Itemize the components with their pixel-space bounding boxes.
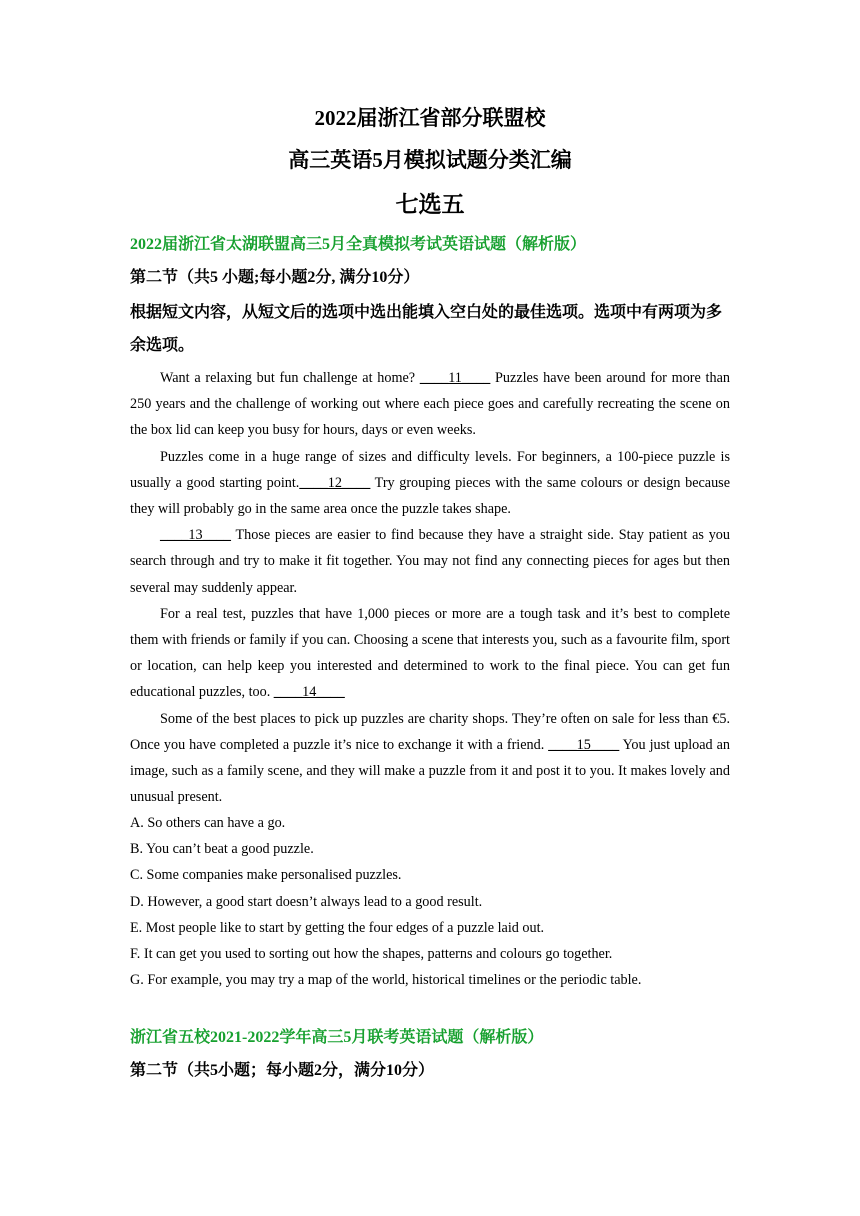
doc-title-line1: 2022届浙江省部分联盟校 xyxy=(314,106,546,130)
blank-14: ____14____ xyxy=(273,684,345,701)
passage-paragraph: Some of the best places to pick up puzzles are charity shops. They’re often on sale for less than €5. Once you have completed a puzzle it’s nice to exchange it with a friend. ____15____ You just upload an image, such as a family scene, and they will make a puzzle from it and post it to you. It makes lovely and unusual present. xyxy=(130,710,730,806)
section1-source-heading: 2022届浙江省太湖联盟高三5月全真模拟考试英语试题（解析版） xyxy=(130,236,587,253)
option-g: G. For example, you may try a map of the world, historical timelines or the periodic table. xyxy=(130,972,642,989)
blank-15: ____15____ xyxy=(548,736,620,753)
section1-part-heading: 第二节（共5 小题;每小题2分, 满分10分） xyxy=(130,269,420,286)
option-c: C. Some companies make personalised puzzles. xyxy=(130,867,402,884)
passage-paragraph: For a real test, puzzles that have 1,000 pieces or more are a tough task and it’s best to complete them with friends or family if you can. Choosing a scene that interests you, such as a favourite film, sport or location, can help keep you interested and determined to work to the final piece. You can get fun educational puzzles, too. ____14____ xyxy=(130,605,730,701)
passage-paragraph: ____13____ Those pieces are easier to find because they have a straight side. Stay patient as you search through and try to make it fit together. You may not find any connecting pieces for ages but then several may suddenly appear. xyxy=(130,527,730,596)
doc-title-line2: 高三英语5月模拟试题分类汇编 xyxy=(288,148,572,172)
section2-source-heading: 浙江省五校2021-2022学年高三5月联考英语试题（解析版） xyxy=(130,1029,544,1046)
option-e: E. Most people like to start by getting the four edges of a puzzle laid out. xyxy=(130,919,545,936)
section2-part-heading: 第二节（共5小题；每小题2分，满分10分） xyxy=(130,1062,435,1079)
passage-paragraph: Want a relaxing but fun challenge at home? ____11____ Puzzles have been around for more than 250 years and the challenge of working out where each piece goes and carefully recreating the scene on the box lid can keep you busy for hours, days or even weeks. xyxy=(130,370,730,439)
option-d: D. However, a good start doesn’t always lead to a good result. xyxy=(130,893,483,910)
passage xyxy=(130,365,730,810)
option-f: F. It can get you used to sorting out how the shapes, patterns and colours go together. xyxy=(130,946,613,963)
option-b: B. You can’t beat a good puzzle. xyxy=(130,841,314,858)
blank-13: ____13____ xyxy=(160,527,231,544)
doc-title-line3: 七选五 xyxy=(395,192,465,217)
blank-12: ____12____ xyxy=(299,474,371,491)
option-a: A. So others can have a go. xyxy=(130,815,286,831)
section1-instruction: 根据短文内容，从短文后的选项中选出能填入空白处的最佳选项。选项中有两项为多余选项。 xyxy=(130,304,723,354)
passage-paragraph: Puzzles come in a huge range of sizes and difficulty levels. For beginners, a 100-piece puzzle is usually a good starting point.____12____ Try grouping pieces with the same colours or design because they will probably go in the same area once the puzzle takes shape. xyxy=(130,448,730,518)
blank-11: ____11____ xyxy=(419,370,491,386)
options-list xyxy=(130,810,730,993)
